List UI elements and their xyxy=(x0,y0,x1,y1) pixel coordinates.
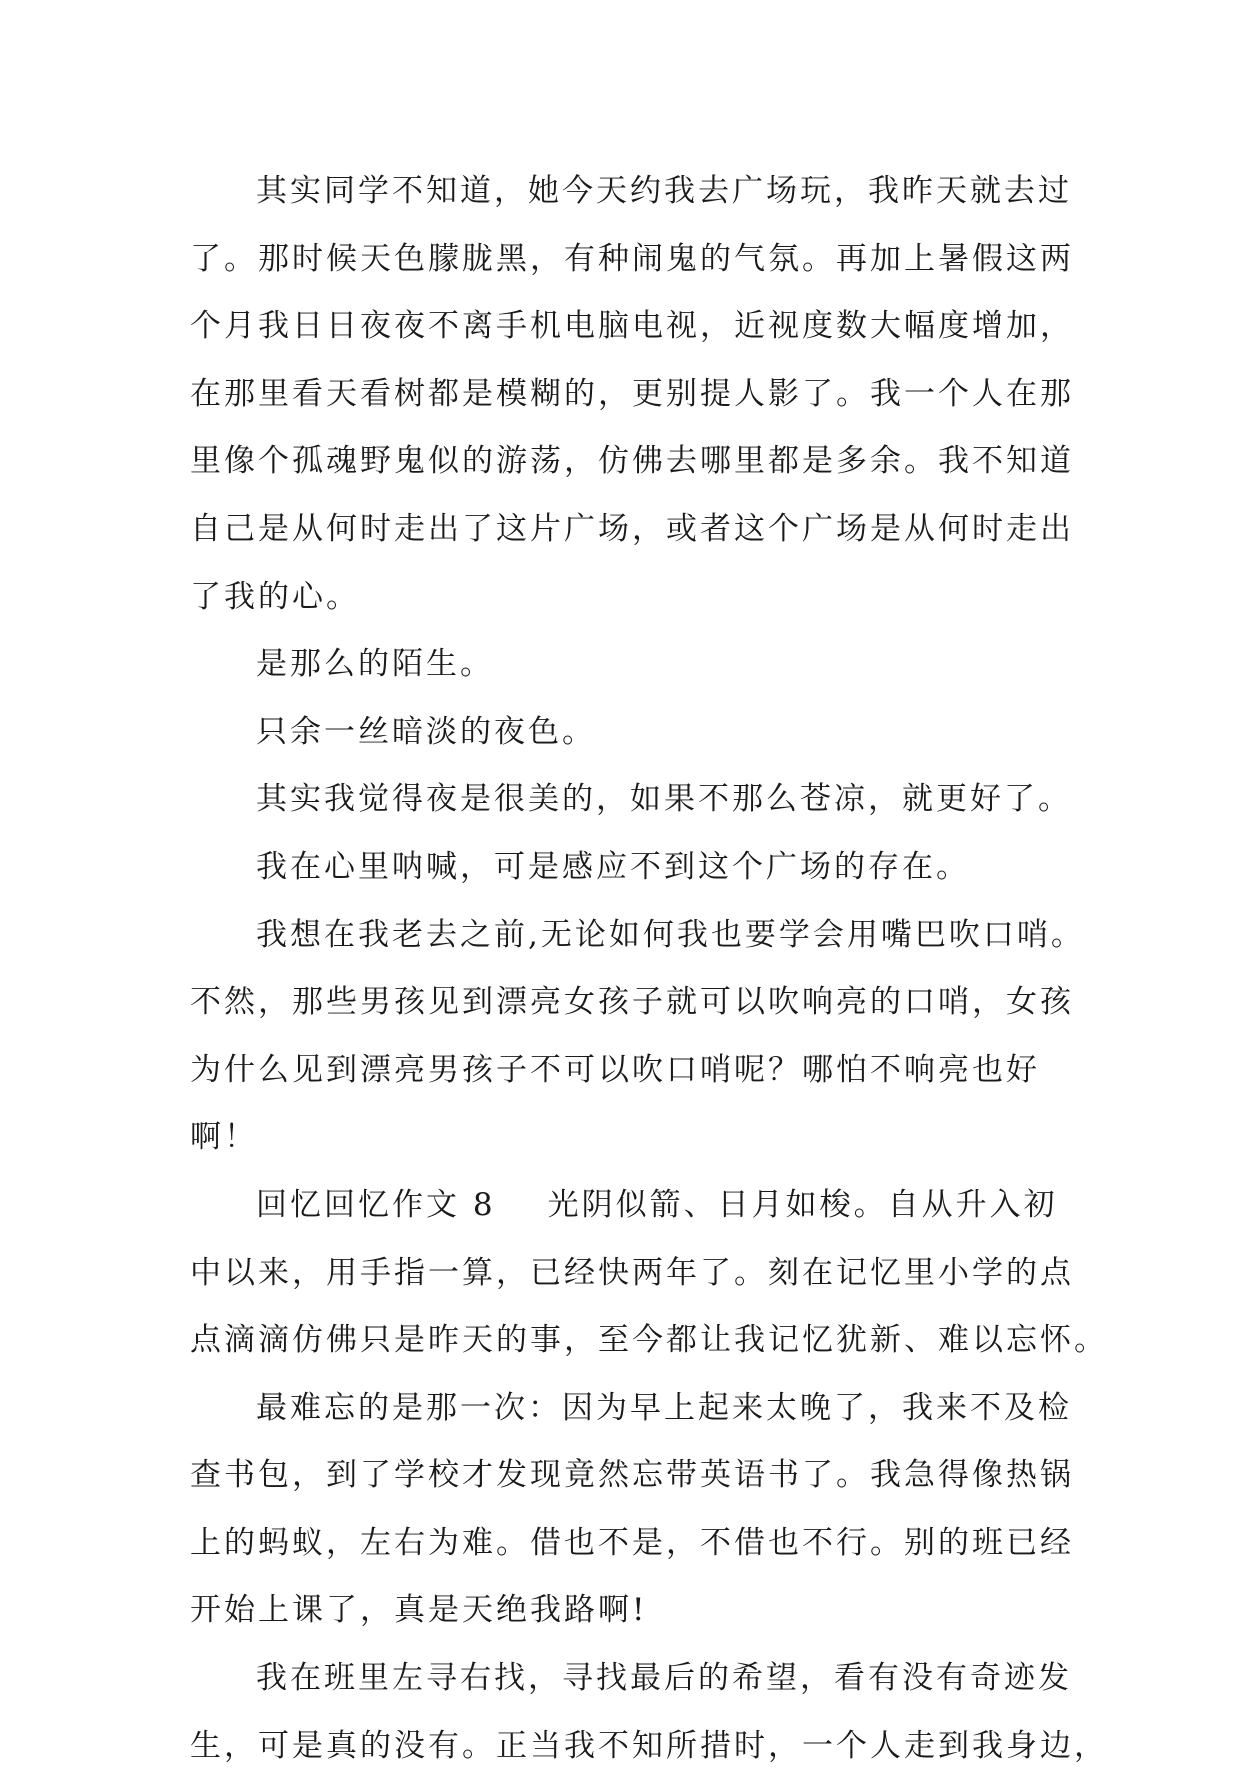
text-line: 点滴滴仿佛只是昨天的事，至今都让我记忆犹新、难以忘怀。 xyxy=(190,1322,1108,1359)
text-line: 了。那时候天色朦胧黑，有种闹鬼的气氛。再加上暑假这两 xyxy=(190,240,1074,277)
text-line: 里像个孤魂野鬼似的游荡，仿佛去哪里都是多余。我不知道 xyxy=(190,443,1074,480)
document-body xyxy=(190,158,1108,1780)
text-line: 个月我日日夜夜不离手机电脑电视，近视度数大幅度增加， xyxy=(190,308,1074,345)
text-line: 我想在我老去之前,无论如何我也要学会用嘴巴吹口哨。 xyxy=(256,916,1085,953)
text-line: 生，可是真的没有。正当我不知所措时，一个人走到我身边， xyxy=(190,1727,1108,1764)
text-line: 自己是从何时走出了这片广场，或者这个广场是从何时走出 xyxy=(190,510,1074,547)
text-line: 其实我觉得夜是很美的，如果不那么苍凉，就更好了。 xyxy=(256,781,1072,818)
text-line: 最难忘的是那一次：因为早上起来太晚了，我来不及检 xyxy=(256,1389,1072,1426)
text-line: 不然，那些男孩见到漂亮女孩子就可以吹响亮的口哨，女孩 xyxy=(190,984,1074,1021)
essay-first-sentence: 光阴似箭、日月如梭。自从升入初 xyxy=(547,1186,1058,1223)
text-line: 为什么见到漂亮男孩子不可以吹口哨呢？哪怕不响亮也好 xyxy=(190,1051,1040,1088)
text-line: 我在班里左寻右找，寻找最后的希望，看有没有奇迹发 xyxy=(256,1660,1072,1697)
text-line: 了我的心。 xyxy=(190,578,360,615)
text-line: 啊！ xyxy=(190,1119,258,1156)
text-line: 只余一丝暗淡的夜色。 xyxy=(256,713,596,750)
text-line: 在那里看天看树都是模糊的，更别提人影了。我一个人在那 xyxy=(190,375,1074,412)
text-line: 我在心里呐喊，可是感应不到这个广场的存在。 xyxy=(256,848,970,885)
text-line: 中以来，用手指一算，已经快两年了。刻在记忆里小学的点 xyxy=(190,1254,1074,1291)
text-line: 开始上课了，真是天绝我路啊! xyxy=(190,1592,648,1629)
text-line: 上的蚂蚁，左右为难。借也不是，不借也不行。别的班已经 xyxy=(190,1524,1074,1561)
text-line: 查书包，到了学校才发现竟然忘带英语书了。我急得像热锅 xyxy=(190,1457,1074,1494)
text-line: 是那么的陌生。 xyxy=(256,646,494,683)
essay-title: 回忆回忆作文 8 xyxy=(256,1186,496,1223)
essay-heading-line xyxy=(190,1172,1070,1240)
text-line: 其实同学不知道，她今天约我去广场玩，我昨天就去过 xyxy=(256,173,1072,209)
